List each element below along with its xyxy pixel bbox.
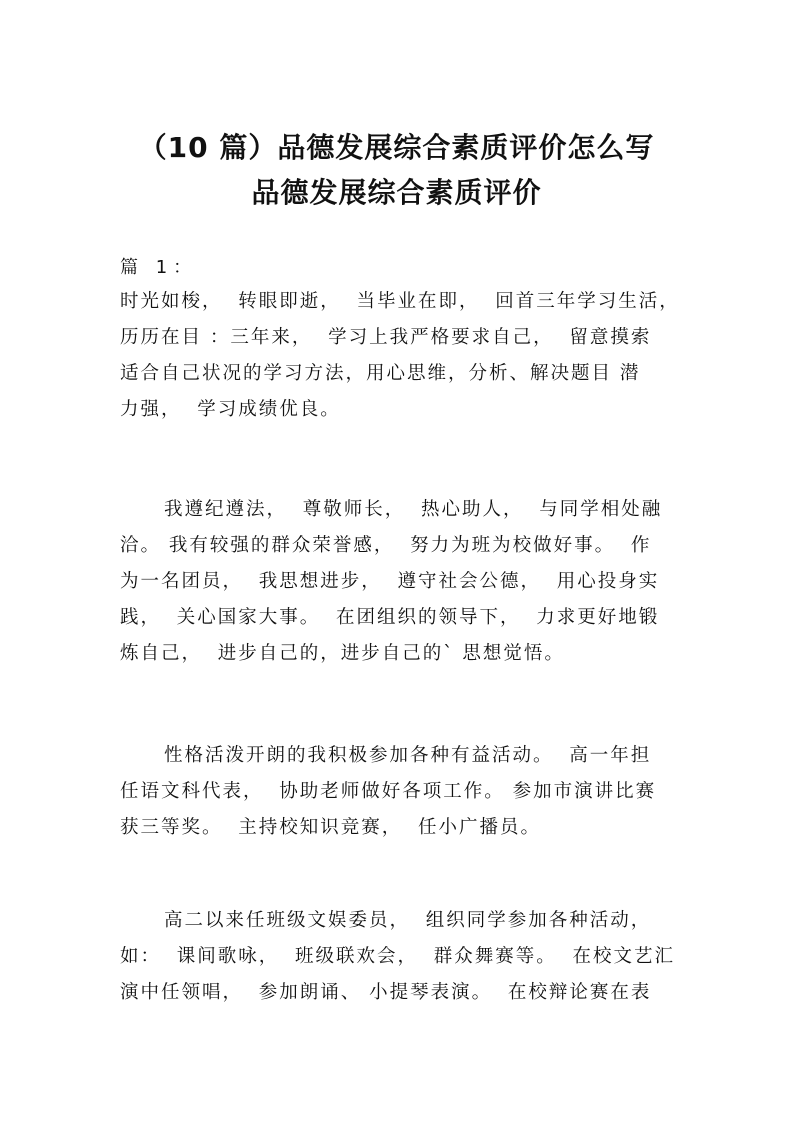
paragraph-line: 如： 课间歌咏， 班级联欢会， 群众舞赛等。 在校文艺汇 [120,946,676,967]
paragraph-4 [120,903,676,1011]
paragraph-line: 洽。 我有较强的群众荣誉感， 努力为班为校做好事。 作 [120,535,652,556]
document-title: （10 篇）品德发展综合素质评价怎么写 [138,131,655,164]
paragraph-line: 演中任领唱， 参加朗诵、 小提琴表演。 在校辩论赛在表 [120,982,652,1003]
paragraph-line: 力强， 学习成绩优良。 [120,399,341,420]
paragraph-line: 性格活泼开朗的我积极参加各种有益活动。 高一年担 [164,745,652,766]
section-label: 篇 1： [120,257,198,278]
paragraph-line: 炼自己， 进步自己的，进步自己的` 思想觉悟。 [120,643,565,664]
paragraph-line: 适合自己状况的学习方法，用心思维，分析、解决题目 潜 [120,363,641,384]
paragraph-line: 我遵纪遵法， 尊敬师长， 热心助人， 与同学相处融 [164,499,663,520]
paragraph-2 [120,492,676,672]
paragraph-line: 时光如梭， 转眼即逝， 当毕业在即， 回首三年学习生活， [120,291,680,312]
paragraph-line: 高二以来任班级文娱委员， 组织同学参加各种活动， [164,910,652,931]
paragraph-line: 历历在目 ：三年来， 学习上我严格要求自己， 留意摸索 [120,327,652,348]
document-subtitle: 品德发展综合素质评价 [251,176,542,209]
paragraph-line: 践， 关心国家大事。 在团组织的领导下， 力求更好地锻 [120,607,660,628]
paragraph-line: 为一名团员， 我思想进步， 遵守社会公德， 用心投身实 [120,571,660,592]
paragraph-3 [120,738,676,846]
paragraph-1 [120,284,680,428]
paragraph-line: 获三等奖。 主持校知识竞赛， 任小广播员。 [120,817,542,838]
paragraph-line: 任语文科代表， 协助老师做好各项工作。 参加市演讲比赛 [120,781,657,802]
